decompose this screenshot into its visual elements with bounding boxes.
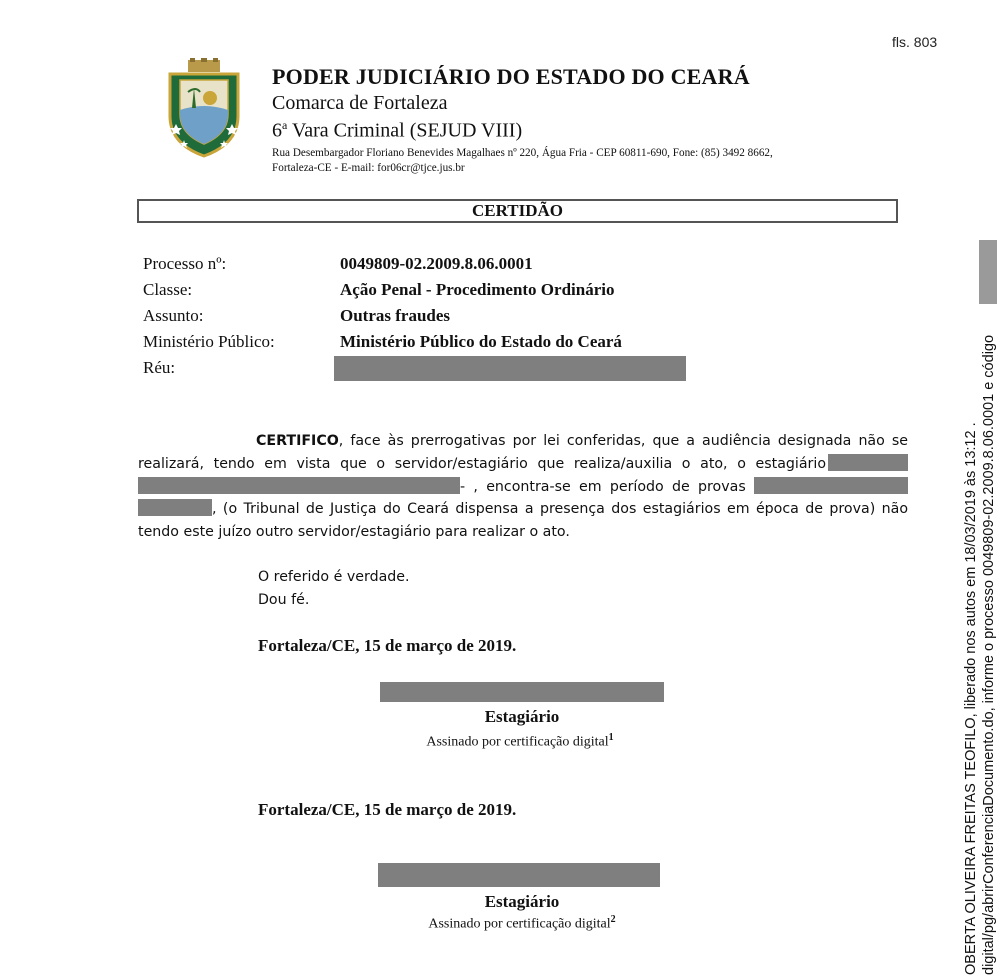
exam-dates-redaction [138,499,212,516]
institution-name: PODER JUDICIÁRIO DO ESTADO DO CEARÁ [272,64,750,89]
role-1: Estagiário [484,707,560,726]
intern-name-redaction-2 [138,477,460,494]
signed-note-2: Assinado por certificação digital$^2$ [428,914,616,932]
side-stamp-bar [979,240,997,304]
verdade-line: O referido é verdade. [258,569,410,585]
comarca-name: Comarca de Fortaleza [272,92,448,114]
dou-fe-line: Dou fé. [258,592,310,608]
city-date-2: Fortaleza/CE, 15 de março de 2019. [258,800,517,819]
side-digital-stamp: OBERTA OLIVEIRA FREITAS TEOFILO, liberado nos autos em 18/03/2019 às 13:12 . digital/pg/abrirConferenciaDocumento.do, informe o processo 0049809-02.2009.8.06.0001 e código [963,334,997,975]
role-2: Estagiário [484,892,560,911]
processo-value: 0049809-02.2009.8.06.0001 [340,254,533,273]
city-date-1: Fortaleza/CE, 15 de março de 2019. [258,636,517,655]
footnote-1: 1 [608,732,614,743]
intern-name-redaction [828,454,908,471]
mp-value: Ministério Público do Estado do Ceará [340,332,622,351]
classe-value: Ação Penal - Procedimento Ordinário [340,280,615,299]
assunto-label: Assunto: [143,306,204,325]
reu-label: Réu: [143,358,176,377]
certifico-keyword: CERTIFICO [256,433,339,449]
vara-name: 6$^a$ Vara Criminal (SEJUD VIII) [272,118,523,142]
exam-period-redaction [754,477,908,494]
court-address: Rua Desembargador Floriano Benevides Magalhaes nº 220, Água Fria - CEP 60811-690, Fone: (85) 3492 8662, Fortaleza-CE - E-mail: for06cr@tjce.jus.br [272,147,773,174]
signature-redaction-1 [380,682,664,702]
processo-label: Processo nº: [143,254,227,273]
reu-redaction [334,356,686,381]
mp-label: Ministério Público: [143,332,275,351]
page-number: fls. 803 [892,34,938,50]
signature-redaction-2 [378,863,660,887]
signed-note-1: Assinado por certificação digital$^1$ [426,732,614,750]
document-title: CERTIDÃO [137,199,898,223]
classe-label: Classe: [143,280,193,299]
assunto-value: Outras fraudes [340,306,451,325]
footnote-2: 2 [610,914,616,925]
certificate-body: CERTIFICO, face às prerrogativas por lei conferidas, que a audiência designada não se realizará, tendo em vista que o servidor/estagiário que realiza/auxilia o ato, o estagiário - , encontra-se em período de provas , (o Tribunal de Justiça do Ceará dispensa a presença dos estagiários em época de prova) não tendo este juízo outro servidor/estagiário para realizar o ato. [138,433,908,541]
ceara-coat-of-arms-icon [166,58,242,158]
